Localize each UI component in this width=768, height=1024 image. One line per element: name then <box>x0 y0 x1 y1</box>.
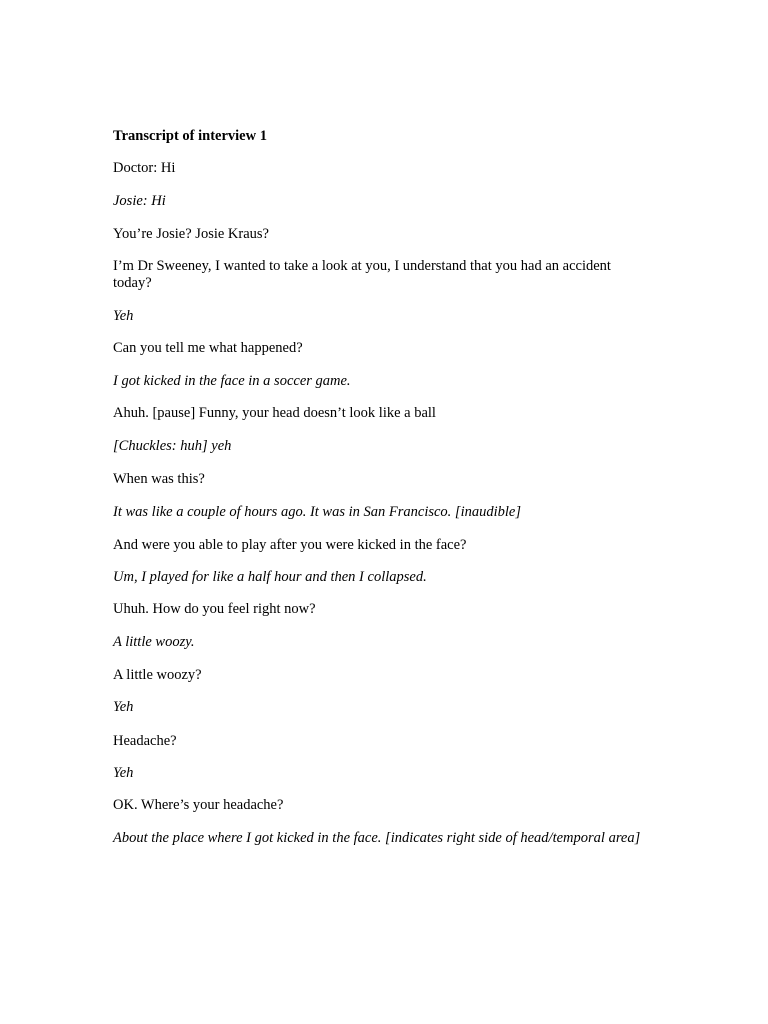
transcript-line-patient: [Chuckles: huh] yeh <box>113 438 232 454</box>
transcript-line-doctor: Uhuh. How do you feel right now? <box>113 601 316 617</box>
transcript-line-patient: Um, I played for like a half hour and then I collapsed. <box>113 569 427 585</box>
transcript-line-doctor: OK. Where’s your headache? <box>113 797 284 813</box>
transcript-line-patient: Josie: Hi <box>113 193 166 209</box>
transcript-line-doctor: Doctor: Hi <box>113 160 176 176</box>
transcript-line-patient: I got kicked in the face in a soccer game. <box>113 373 351 389</box>
transcript-line-patient: A little woozy. <box>113 634 195 650</box>
transcript-line-patient: It was like a couple of hours ago. It was in San Francisco. [inaudible] <box>113 504 521 520</box>
transcript-line-patient: About the place where I got kicked in the face. [indicates right side of head/temporal area] <box>113 830 641 846</box>
transcript-line-doctor: Ahuh. [pause] Funny, your head doesn’t look like a ball <box>113 405 436 421</box>
transcript-line-doctor: Headache? <box>113 733 177 749</box>
transcript-line-patient: Yeh <box>113 765 134 781</box>
transcript-line-patient: Yeh <box>113 308 134 324</box>
transcript-line-patient: Yeh <box>113 699 134 715</box>
transcript-line-doctor: And were you able to play after you were kicked in the face? <box>113 537 467 553</box>
transcript-line-doctor: Can you tell me what happened? <box>113 340 303 356</box>
transcript-line-doctor: A little woozy? <box>113 667 202 683</box>
transcript-line-doctor: I’m Dr Sweeney, I wanted to take a look at you, I understand that you had an accident today? <box>113 258 611 291</box>
transcript-line-doctor: When was this? <box>113 471 205 487</box>
document-title: Transcript of interview 1 <box>113 128 267 144</box>
transcript-line-doctor: You’re Josie? Josie Kraus? <box>113 226 269 242</box>
